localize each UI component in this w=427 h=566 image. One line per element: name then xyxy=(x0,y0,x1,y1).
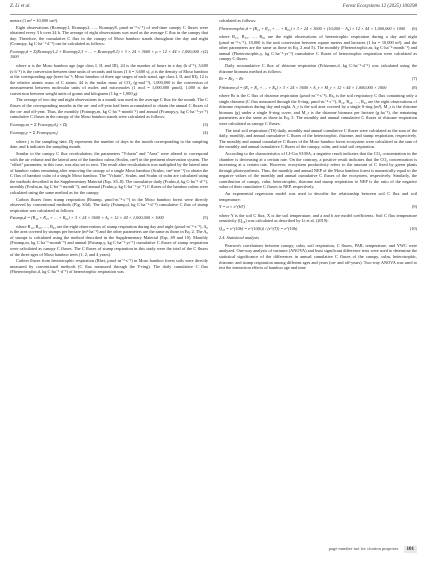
equation xyxy=(10,122,208,128)
equation-body: Fcanopy,y = Σ Fcanopy,m,j xyxy=(10,130,58,136)
equation-number: (4) xyxy=(202,130,208,136)
paragraph: The total soil respiration (TS) daily, monthly and annual cumulative C fluxes were calculated as the sum of the daily, monthly, and annual cumulative C fluxes of the heterotrophic, rhizome, and stump respiration, respectively. The monthly and annual cumulative C fluxes of the Moso bamboo forest ecosystem were calculated as the sum of the monthly and annual cumulative C fluxes of the canopy, culm, and total soil respiration. xyxy=(219,127,417,150)
equation-number: (9) xyxy=(411,204,417,210)
running-header xyxy=(10,4,417,14)
paragraph: where Y is the soil C flux, X is the soil temperature, and a and b are model coefficients. Soil C flux temperature sensitivity (Q₁₀) was calculated as described by Li et al. (2019): xyxy=(219,212,417,224)
section-heading: 2.4. Statistical analysis xyxy=(219,235,259,241)
equation-number: (5) xyxy=(202,215,208,221)
equation-body: Fcanopy,m = Σ Fcanopy,d,j × Dj xyxy=(10,121,68,127)
paragraph: calculated as follows: xyxy=(219,18,257,23)
equation-body: Y = a × e^(bT) xyxy=(219,204,245,210)
equation-body: Fstump,d = (R₁₂ + R₂₃ + … + R₈₁) × 3 × 24 × 3600 × A₀ × 12 × 44 × 1,000,000 × 1000 xyxy=(10,215,164,221)
equation xyxy=(219,204,417,210)
paragraph: Carbon fluxes from stump respiration (Rstump, μmol·m⁻²·s⁻¹) in the Moso bamboo forest were directly observed by conventional methods (Fig. S3d). The daily (Fstump,d, kg C·ha⁻¹·d⁻¹) cumulative C flux of stump respiration was calculated as follows: xyxy=(10,196,208,213)
footer-note: page number not for citation purposes xyxy=(328,546,399,551)
paragraph: According to the characteristics of LI-Cor 8100A, a negative result indicates that the CO₂ concentration in the chamber is decreasing at a certain rate. On the contrary, a positive result indicates that the CO₂ concentration is increasing at a certain rate. However, ecosystem productivity refers to the amount of C fixed by green plants through photosynthesis. Thus, the monthly and annual NEP of the Moso bamboo forest is numerically equal to the negative values of the monthly and annual cumulative C fluxes of the ecosystem, respectively. Similarly, the contribution of canopy, culm, heterotrophic, rhizome and stump respiration to NEP is the ratio of the negative value of their cumulative C fluxes to NEP, respectively. xyxy=(219,151,417,190)
equation-number: (7) xyxy=(411,76,417,82)
equation-body: Fheterotrophic,d = (R₁₂ + R₂₃ + … + R₈₁) × 3 × 24 × 3600 × (10,000 − A₀) × 12 × 44 × 1,000,000 × 1000 xyxy=(219,25,406,31)
equation xyxy=(219,85,417,91)
right-column xyxy=(219,18,417,540)
paragraph: Eight observations (Rcanopy1, Rcanopy2, …, Rcanopy8, μmol·m⁻²·s⁻¹) of real-time canopy C fluxes were obtained every 3 h over 24 h. The average of eight observations was used as the average C flux in the canopy that day. Therefore, the cumulative C flux in the canopy of Moso bamboo stands throughout the day and night (Ccanopy, kg C·ha⁻¹·d⁻¹) can be calculated as follows: xyxy=(10,24,208,47)
equation-number: (10) xyxy=(409,225,417,231)
paragraph: where R₁₂, R₂₃, …, R₈₁ are the eight observations of heterotrophic respiration during a day and night (μmol·m⁻²·s⁻¹), 10,000 is the unit conversion between square meters and hectares (1 ha = 10,000 m²), and the other parameters are the same as those in Eq. 2 and 5). The monthly (Fheterotrophic,m, kg C·ha⁻¹·month⁻¹) and annual (Fheterotrophic,y, kg C·ha⁻¹·yr⁻¹) cumulative C fluxes of heterotrophic respiration were calculated as canopy C fluxes. xyxy=(219,34,417,62)
equation xyxy=(219,26,417,32)
equation-number: (2) xyxy=(202,48,208,54)
paragraph: where R₁₂, R₂₃, …, R₈₁ are the eight observations of stump respiration during day and night (μmol·m⁻²·s⁻¹), A₀ is the area covered by stumps per hectare (m²·ha⁻¹) and the other parameters are the same as those in Eq. 2. The A₀ of stumps is calculated using the method described in the Supplementary Material (Eqs. S9 and 10). Monthly (Fstump,m, kg C·ha⁻¹·month⁻¹) and annual (Fstump,y, kg C·ha⁻¹·yr⁻¹) cumulative C fluxes of stump respiration were calculated as canopy C fluxes. The C fluxes of stump respiration in this study were the total of the C fluxes of the three ages of Moso bamboo trees (1, 2, and 4 years). xyxy=(10,223,208,257)
equation xyxy=(10,215,208,221)
header-rule xyxy=(10,14,417,15)
paragraph: Pearson's correlations between canopy, culm, soil respiration, C fluxes, PAR, temperature, and VWC were analyzed. One-way analysis of variance (ANOVA) and least significant difference tests were used to determine the statistical significance of the differences in annual cumulative C fluxes of the canopy, culm, heterotrophic, rhizome, and stump respiration among different ages and years (on- and off-years). Two-way ANOVA was used to test the interaction effects of bamboo age and time xyxy=(219,242,417,271)
equation xyxy=(10,130,208,136)
equation xyxy=(219,76,417,82)
header-authors: Z. Li et al. xyxy=(10,4,31,9)
paragraph: where α is the Moso bamboo age (age class I, II, and III), 24 is the number of hours in a day (h·d⁻¹), 3,600 (s·h⁻¹) is the conversion between time units of seconds and hours (1 h = 3,600 s), ρ is the density of Moso bamboo at the corresponding age (trees·ha⁻¹; Moso bamboo of three age stages of each stand, age class I, II, and III), 12 is the relative atomic mass of C atoms, 44 is the molar mass of CO₂ (g·mol⁻¹), 1,000,000 is the conversion of measurement between molecular units of moles and micromoles (1 mol = 1,000,000 μmol), 1,000 is the conversion between weight units of grams and kilograms (1 kg = 1,000 g). xyxy=(10,63,208,96)
equation-body: Q₁₀ = e^(10b) = e^(10(b)) / (e^(T)) = e^(10b) xyxy=(219,225,298,231)
equation-number: (8) xyxy=(411,84,417,90)
paragraph: An exponential regression model was used to describe the relationship between soil C flux and soil temperature: xyxy=(219,191,417,202)
paragraph: where Rr is the C flux of rhizome respiration (μmol·m⁻²·s⁻¹), Rr₀ is the soil respiratory C flux containing only a single rhizome (C flux measured through the S-ring; μmol·m⁻²·s⁻¹), R₁₂, R₂₃, …, R₈₁ are the eight observations of rhizome respiration during day and night, A_r is the soil area covered by a single S-ring (m²), M_r is the rhizome biomass (g) under a single S-ring cover, and M_r is the rhizome biomass per hectare (g·ha⁻¹), the remaining parameters are the same as those in Eq. 5. The monthly and annual cumulative C fluxes of rhizome respiration were calculated as canopy C fluxes. xyxy=(219,93,417,126)
paragraph: meters (1 m² = 10,000 cm²). xyxy=(10,18,59,23)
paragraph: Similar to the canopy C flux recalculation, the parameters "Vchain" and "Area" were altered to correspond with the air volume and the lateral area of the bamboo culms (Sculm, cm²) in the pertinent observation system. The "offset" parameter, in this case, was also set to zero. The result after recalculation was multiplied by the lateral area of bamboo culms remaining after removing the canopy of a single Moso bamboo (Sculm, cm²·tree⁻¹) to obtain the C flux of bamboo culm of a single Moso bamboo. The "Vchain", Sculm, and Sculm of culm are calculated using the methods described in the Supplementary Material (Eqs. S5–8). The cumulative daily (Fculm,d, kg C·ha⁻¹·d⁻¹), monthly (Fculm,m, kg C·ha⁻¹·month⁻¹), and annual (Fculm,y, kg C·ha⁻¹·yr⁻¹) C fluxes of the bamboo culms were calculated using the same method as for the canopy. xyxy=(10,151,208,195)
equation xyxy=(10,49,208,60)
equation xyxy=(219,226,417,232)
paragraph: Carbon fluxes from heterotrophic respiration (Rhet, μmol·m⁻²·s⁻¹) in Moso bamboo forest soils were directly measured by conventional methods (C flux measured through the Y-ring). The daily cumulative C flux (Fheterotrophic,d, kg C·ha⁻¹·d⁻¹) of heterotrophic respiration was xyxy=(10,258,208,275)
paragraph: Daily accumulative C flux of rhizome respiration (Frhizome,d, kg C·ha⁻¹·d⁻¹) was calculated using the rhizome biomass method as follows: xyxy=(219,63,417,74)
equation-number: (3) xyxy=(202,121,208,127)
header-journal: Forest Ecosystems 12 (2025) 100298 xyxy=(342,4,417,9)
page-number: 101 xyxy=(404,546,418,553)
paragraph: The average of two day and night observations in a month was used as the average C flux for the month. The C fluxes of the corresponding months in the on- and off-year had been accumulated to obtain the annual C fluxes of the on- and off-year. Thus, the monthly (Fcanopy,m, kg C·ha⁻¹·month⁻¹) and annual (Fcanopy,y, kg C·ha⁻¹·yr⁻¹) cumulative C fluxes in the canopy of the Moso bamboo stands were calculated as follows: xyxy=(10,97,208,120)
page-footer xyxy=(10,546,417,556)
equation-body: Fcanopy,d = Σ(Rcanopy1,2 + Rcanopy2,3 + … + Rcanopy8,1) × 3 × 24 × 3600 × ρ × 12 × 44 × 1,000,000 × 1000 xyxy=(10,48,203,60)
paragraph: where j is the sampling date, Dj represents the number of days in the month corresponding to the sampling date, and k indicates the sampling month. xyxy=(10,138,208,150)
left-column xyxy=(10,18,208,540)
equation-body: Rr = Rr₀ − Rr xyxy=(219,76,244,82)
equation-body: Frhizome,d = (R₁ + R₂ + … + R₈) × 3 × 24 × 3600 × A_r × M_r × 12 × 44 × 1,000,000 × 1000 xyxy=(219,84,387,90)
equation-number: (6) xyxy=(411,25,417,31)
